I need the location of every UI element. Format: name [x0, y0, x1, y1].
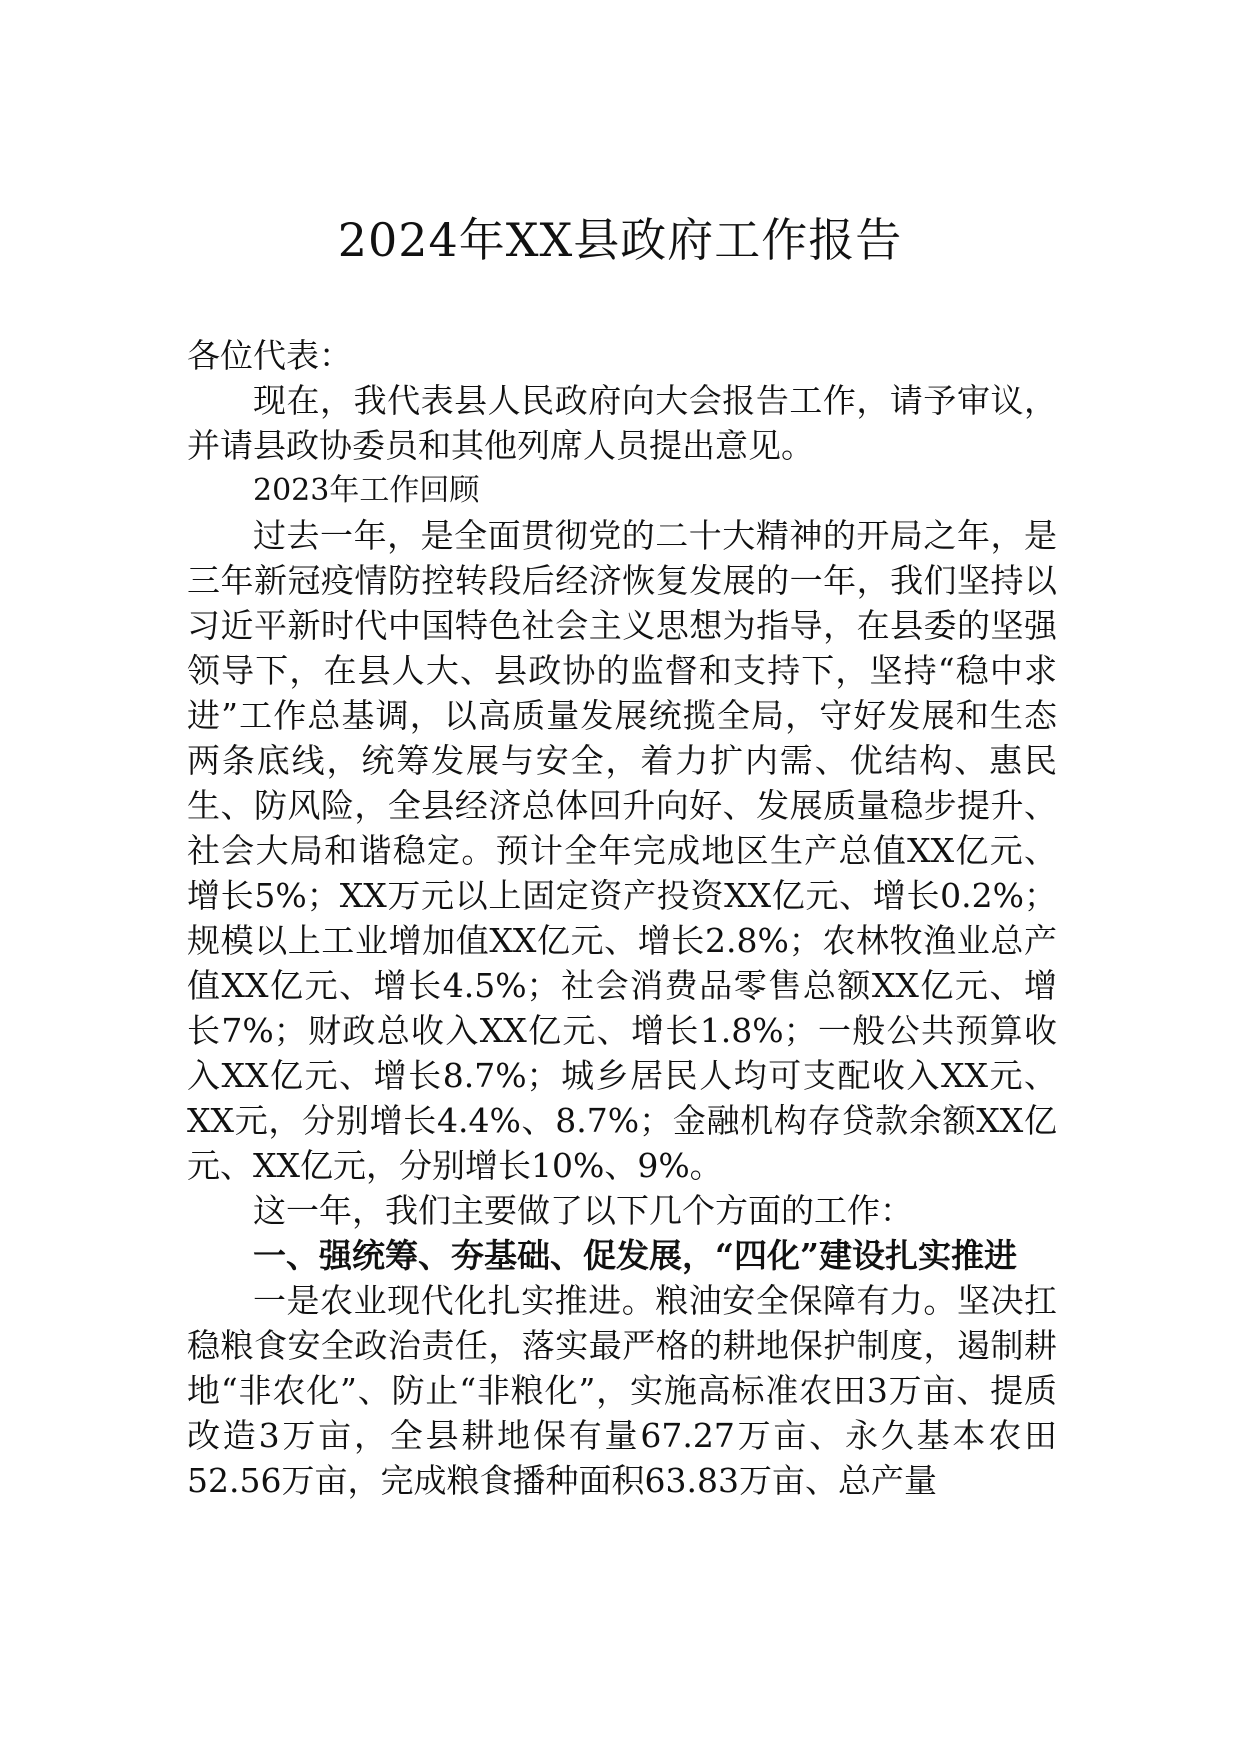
- paragraph-overview: 过去一年，是全面贯彻党的二十大精神的开局之年，是三年新冠疫情防控转段后经济恢复发展的一年，我们坚持以习近平新时代中国特色社会主义思想为指导，在县委的坚强领导下，在县人大、县政协的监督和支持下，坚持“稳中求进”工作总基调，以高质量发展统揽全局，守好发展和生态两条底线，统筹发展与安全，着力扩内需、优结构、惠民生、防风险，全县经济总体回升向好、发展质量稳步提升、社会大局和谐稳定。预计全年完成地区生产总值XX亿元、增长5%；XX万元以上固定资产投资XX亿元、增长0.2%；规模以上工业增加值XX亿元、增长2.8%；农林牧渔业总产值XX亿元、增长4.5%；社会消费品零售总额XX亿元、增长7%；财政总收入XX亿元、增长1.8%；一般公共预算收入XX亿元、增长8.7%；城乡居民人均可支配收入XX元、XX元，分别增长4.4%、8.7%；金融机构存贷款余额XX亿元、XX亿元，分别增长10%、9%。: [187, 516, 1057, 1185]
- document-body: [187, 333, 1057, 1503]
- salutation: 各位代表：: [187, 336, 352, 375]
- section-heading-one: 一、强统筹、夯基础、促发展，“四化”建设扎实推进: [253, 1236, 1017, 1275]
- section-heading-review: 2023年工作回顾: [253, 473, 480, 508]
- paragraph-intro: 现在，我代表县人民政府向大会报告工作，请予审议，并请县政协委员和其他列席人员提出意见。: [187, 381, 1057, 465]
- paragraph-work-intro: 这一年，我们主要做了以下几个方面的工作：: [253, 1191, 913, 1230]
- document-title: 2024年XX县政府工作报告: [337, 213, 903, 267]
- paragraph-agriculture: 一是农业现代化扎实推进。粮油安全保障有力。坚决扛稳粮食安全政治责任，落实最严格的耕地保护制度，遏制耕地“非农化”、防止“非粮化”，实施高标准农田3万亩、提质改造3万亩，全县耕地保有量67.27万亩、永久基本农田52.56万亩，完成粮食播种面积63.83万亩、总产量: [187, 1281, 1057, 1500]
